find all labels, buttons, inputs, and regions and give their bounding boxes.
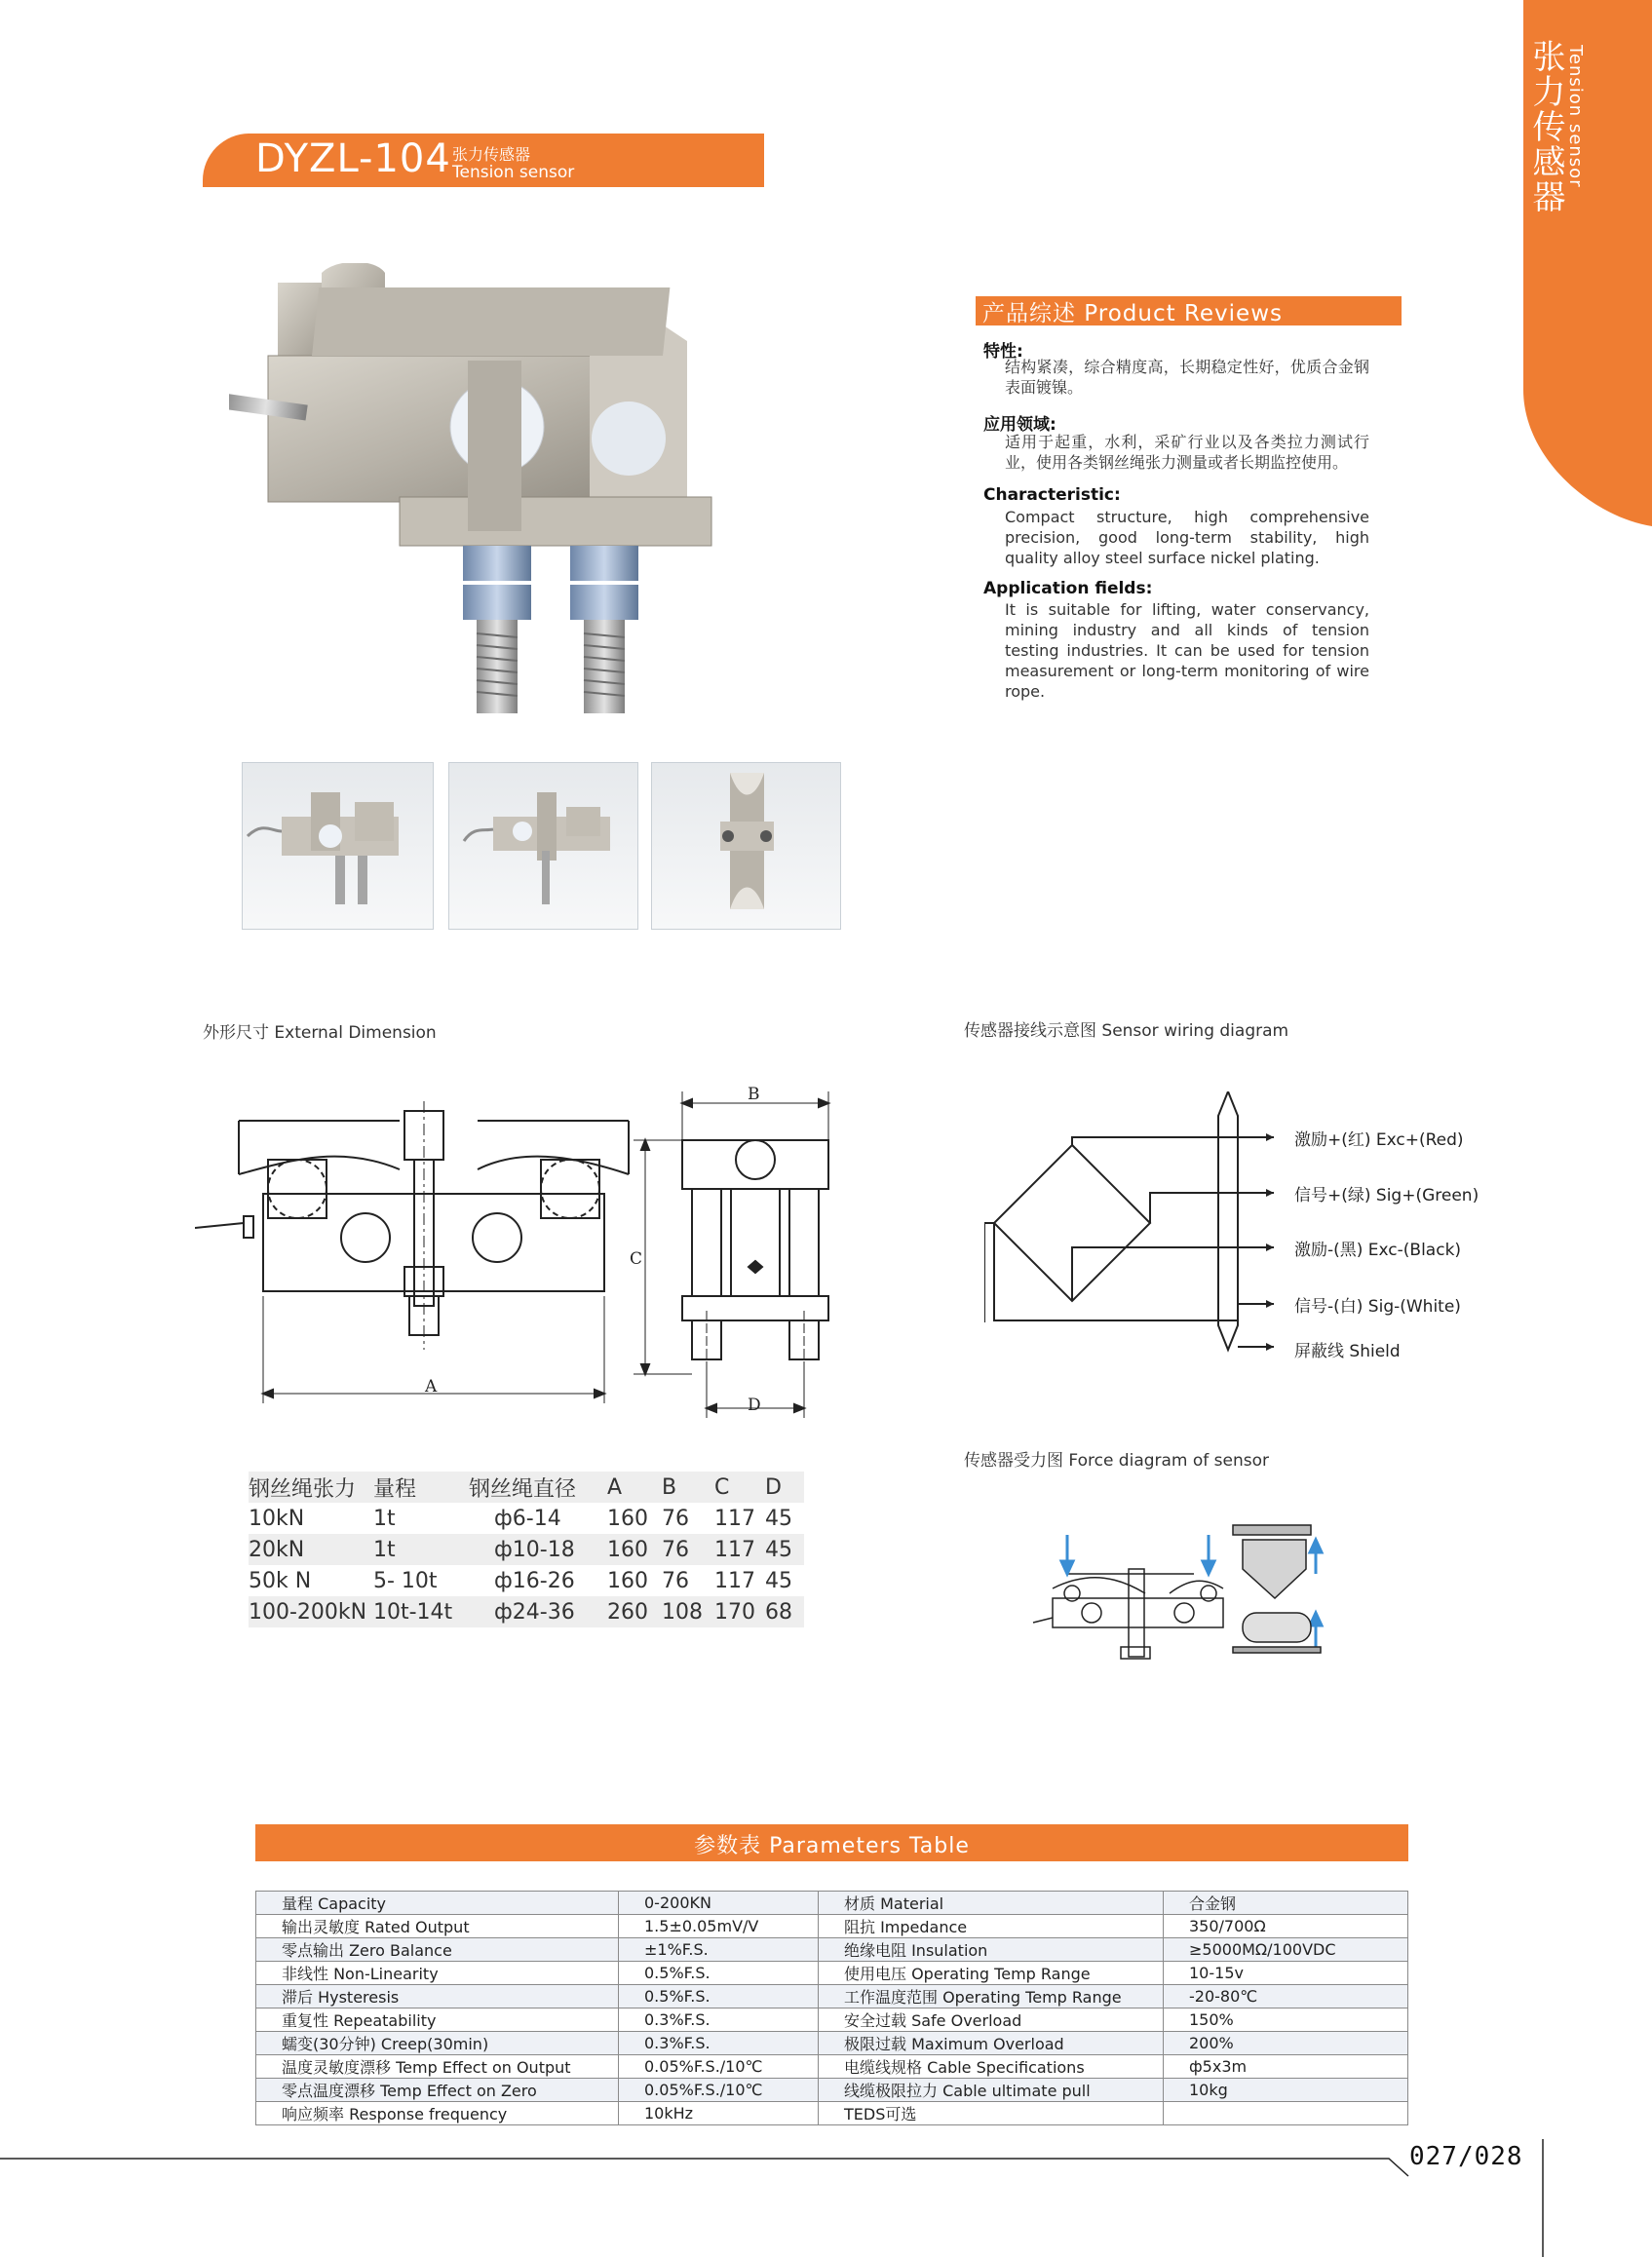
cell: 1t bbox=[373, 1506, 396, 1531]
cell: 量程 Capacity bbox=[256, 1892, 619, 1915]
col-a: A bbox=[607, 1472, 662, 1503]
application-fields-label: Application fields: bbox=[983, 579, 1153, 598]
wire-sig-minus: 信号-(白) Sig-(White) bbox=[1294, 1297, 1461, 1317]
wire-exc-minus: 激励-(黑) Exc-(Black) bbox=[1294, 1241, 1462, 1260]
col-rope-tension: 钢丝绳张力 bbox=[249, 1472, 373, 1503]
cell: 160 bbox=[607, 1534, 662, 1565]
cell: 使用电压 Operating Temp Range bbox=[819, 1962, 1164, 1985]
cell: 170 bbox=[714, 1596, 765, 1627]
table-row bbox=[256, 1938, 1408, 1962]
cell: 100-200kN bbox=[249, 1596, 373, 1627]
dim-label-b: B bbox=[748, 1085, 760, 1104]
cell: 10kg bbox=[1164, 2079, 1408, 2102]
title-en: Tension sensor bbox=[452, 163, 575, 182]
cell: 10-15v bbox=[1164, 1962, 1408, 1985]
cell: 10t-14t bbox=[373, 1596, 469, 1627]
front-view-drawing bbox=[195, 1101, 643, 1423]
characteristic-label: Characteristic: bbox=[983, 485, 1121, 505]
col-b: B bbox=[662, 1472, 714, 1503]
cell: ф24-36 bbox=[469, 1596, 607, 1627]
cell: 50k N bbox=[249, 1568, 312, 1593]
cell: -20-80℃ bbox=[1164, 1985, 1408, 2008]
thumbnail-photo-1 bbox=[242, 762, 434, 930]
cell: 76 bbox=[662, 1568, 689, 1593]
dimension-caption: 外形尺寸 External Dimension bbox=[203, 1023, 437, 1043]
parameters-table bbox=[255, 1891, 1408, 2125]
cell: 160 bbox=[607, 1568, 648, 1593]
cell: 温度灵敏度漂移 Temp Effect on Output bbox=[256, 2055, 619, 2079]
table-row bbox=[256, 1915, 1408, 1938]
cell: 安全过载 Safe Overload bbox=[819, 2008, 1164, 2032]
dim-label-d: D bbox=[748, 1396, 761, 1415]
cell: 材质 Material bbox=[819, 1892, 1164, 1915]
page-number: 027/028 bbox=[1409, 2142, 1523, 2171]
cell: 蠕变(30分钟) Creep(30min) bbox=[256, 2032, 619, 2055]
cell: 117 bbox=[714, 1534, 765, 1565]
footer-rule bbox=[0, 2139, 1652, 2257]
cell: 0.5%F.S. bbox=[619, 1985, 819, 2008]
application-fields-text: It is suitable for lifting, water conservancy, mining industry and all kinds of tension testing industries. It can be used for tension measurement or long-term monitoring of wire rope. bbox=[1005, 600, 1369, 701]
thumbnail-photo-3 bbox=[651, 762, 841, 930]
cell: ≥5000MΩ/100VDC bbox=[1164, 1938, 1408, 1962]
cell: 45 bbox=[765, 1506, 792, 1531]
side-tab-en: Tension sensor bbox=[1565, 45, 1586, 188]
cell: 76 bbox=[662, 1534, 714, 1565]
cell: 5- 10t bbox=[373, 1568, 438, 1593]
feature-text: 结构紧凑，综合精度高，长期稳定性好，优质合金钢表面镀镍。 bbox=[1005, 358, 1369, 397]
cell: 0.05%F.S./10℃ bbox=[619, 2055, 819, 2079]
cell: 160 bbox=[607, 1506, 648, 1531]
wiring-diagram bbox=[984, 1091, 1287, 1355]
force-caption: 传感器受力图 Force diagram of sensor bbox=[964, 1451, 1270, 1471]
col-rope-diameter: 钢丝绳直径 bbox=[469, 1472, 607, 1503]
cell: 0.5%F.S. bbox=[619, 1962, 819, 1985]
cell: 117 bbox=[714, 1506, 755, 1531]
cell: 1t bbox=[373, 1534, 469, 1565]
cell: 0.3%F.S. bbox=[619, 2032, 819, 2055]
cell: 10kHz bbox=[619, 2102, 819, 2125]
cell: 200% bbox=[1164, 2032, 1408, 2055]
feature-label: 特性: bbox=[983, 342, 1023, 362]
col-range: 量程 bbox=[373, 1472, 469, 1503]
cell: ф16-26 bbox=[494, 1568, 575, 1593]
force-diagram bbox=[1023, 1520, 1364, 1676]
table-row bbox=[256, 2102, 1408, 2125]
cell: 150% bbox=[1164, 2008, 1408, 2032]
cell: 极限过载 Maximum Overload bbox=[819, 2032, 1164, 2055]
dim-table-header bbox=[249, 1472, 804, 1503]
application-label: 应用领域: bbox=[983, 415, 1057, 435]
wire-shield: 屏蔽线 Shield bbox=[1294, 1342, 1401, 1361]
cell: 工作温度范围 Operating Temp Range bbox=[819, 1985, 1164, 2008]
table-row bbox=[256, 1985, 1408, 2008]
table-row bbox=[249, 1534, 804, 1565]
params-heading: 参数表 Parameters Table bbox=[694, 1834, 970, 1858]
title-cn: 张力传感器 bbox=[452, 145, 531, 164]
cell: ф5x3m bbox=[1164, 2055, 1408, 2079]
cell: 滞后 Hysteresis bbox=[256, 1985, 619, 2008]
thumbnail-photo-2 bbox=[448, 762, 638, 930]
cell: 20kN bbox=[249, 1534, 373, 1565]
table-row bbox=[256, 2079, 1408, 2102]
table-row bbox=[256, 1892, 1408, 1915]
cell: ±1%F.S. bbox=[619, 1938, 819, 1962]
cell: 电缆线规格 Cable Specifications bbox=[819, 2055, 1164, 2079]
cell: ф6-14 bbox=[494, 1506, 561, 1531]
wiring-caption: 传感器接线示意图 Sensor wiring diagram bbox=[964, 1021, 1289, 1041]
cell: 合金钢 bbox=[1164, 1892, 1408, 1915]
table-row bbox=[249, 1503, 804, 1534]
characteristic-text: Compact structure, high comprehensive precision, good long-term stability, high quality alloy steel surface nickel plating. bbox=[1005, 508, 1369, 567]
cell: TEDS可选 bbox=[819, 2102, 1164, 2125]
table-row bbox=[256, 2032, 1408, 2055]
cell: 非线性 Non-Linearity bbox=[256, 1962, 619, 1985]
cell: 输出灵敏度 Rated Output bbox=[256, 1915, 619, 1938]
cell: 76 bbox=[662, 1506, 689, 1531]
dim-label-c: C bbox=[630, 1249, 643, 1269]
table-row bbox=[256, 2008, 1408, 2032]
cell: 45 bbox=[765, 1568, 792, 1593]
cell: 68 bbox=[765, 1596, 804, 1627]
side-tab-cn: 张力传感器 bbox=[1526, 39, 1565, 214]
table-row bbox=[249, 1565, 804, 1596]
cell: 350/700Ω bbox=[1164, 1915, 1408, 1938]
cell: 108 bbox=[662, 1596, 714, 1627]
reviews-heading: 产品综述 Product Reviews bbox=[982, 301, 1283, 326]
cell: 0.05%F.S./10℃ bbox=[619, 2079, 819, 2102]
side-view-drawing bbox=[634, 1082, 848, 1433]
cell: ф10-18 bbox=[469, 1534, 607, 1565]
dimension-table bbox=[249, 1472, 804, 1627]
main-product-photo bbox=[229, 263, 814, 721]
wire-sig-plus: 信号+(绿) Sig+(Green) bbox=[1294, 1186, 1479, 1205]
cell: 1.5±0.05mV/V bbox=[619, 1915, 819, 1938]
col-c: C bbox=[714, 1472, 765, 1503]
table-row bbox=[256, 1962, 1408, 1985]
cell: 重复性 Repeatability bbox=[256, 2008, 619, 2032]
cell: 绝缘电阻 Insulation bbox=[819, 1938, 1164, 1962]
cell: 零点输出 Zero Balance bbox=[256, 1938, 619, 1962]
wire-exc-plus: 激励+(红) Exc+(Red) bbox=[1294, 1130, 1464, 1150]
cell: 260 bbox=[607, 1596, 662, 1627]
application-text: 适用于起重，水利，采矿行业以及各类拉力测试行业，使用各类钢丝绳张力测量或者长期监控使用。 bbox=[1005, 433, 1369, 472]
cell: 阻抗 Impedance bbox=[819, 1915, 1164, 1938]
cell: 零点温度漂移 Temp Effect on Zero bbox=[256, 2079, 619, 2102]
table-row bbox=[256, 2055, 1408, 2079]
cell: 0-200KN bbox=[619, 1892, 819, 1915]
cell: 45 bbox=[765, 1534, 804, 1565]
model-name: DYZL-104 bbox=[255, 136, 451, 181]
cell: 响应频率 Response frequency bbox=[256, 2102, 619, 2125]
cell: 0.3%F.S. bbox=[619, 2008, 819, 2032]
table-row bbox=[249, 1596, 804, 1627]
cell: 117 bbox=[714, 1568, 755, 1593]
cell: 10kN bbox=[249, 1506, 305, 1531]
dim-label-a: A bbox=[425, 1377, 438, 1396]
col-d: D bbox=[765, 1472, 804, 1503]
cell: 线缆极限拉力 Cable ultimate pull bbox=[819, 2079, 1164, 2102]
cell bbox=[1164, 2102, 1408, 2125]
